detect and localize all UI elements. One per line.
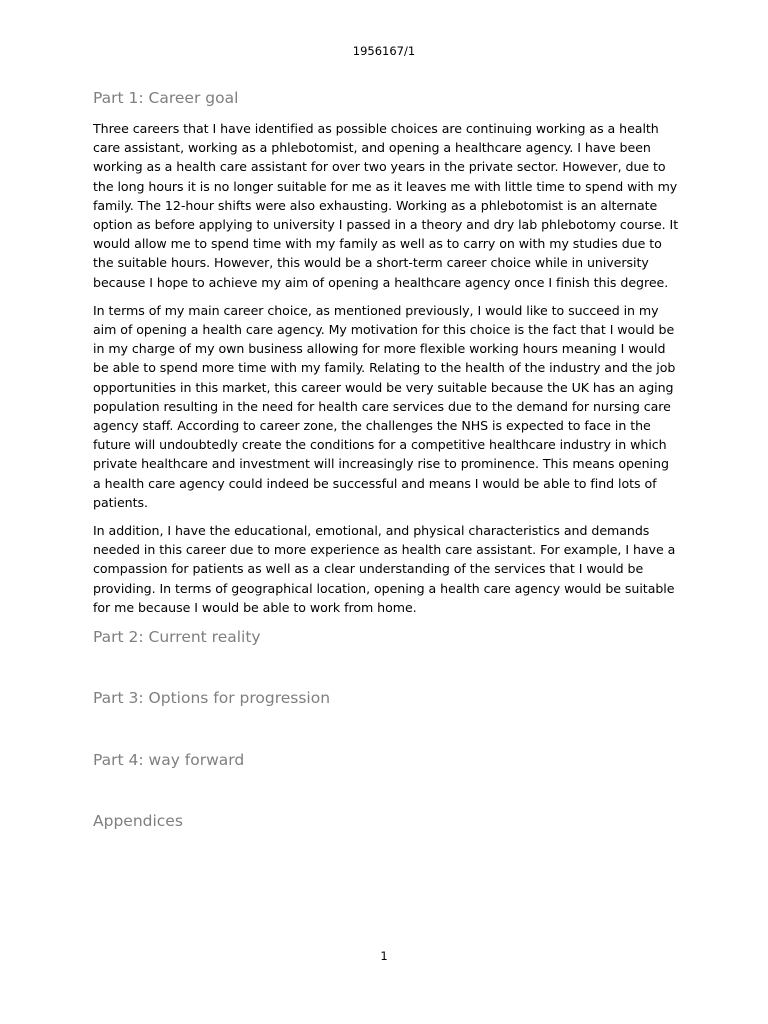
heading-part-3: Part 3: Options for progression: [93, 689, 331, 708]
paragraph-career-options: Three careers that I have identified as possible choices are continuing working as a health care assistant, working as a phlebotomist, and opening a healthcare agency. I have been working as a health care assistant for over two years in the private sector. However, due to the long hours it is no longer suitable for me as it leaves me with little time to spend with my family. The 12-hour shifts were also exhausting. Working as a phlebotomist is an alternate option as before applying to university I passed in a theory and dry lab phlebotomy course. It would allow me to spend time with my family as well as to carry on with my studies due to the suitable hours. However, this would be a short-term career choice while in university because I hope to achieve my aim of opening a healthcare agency once I finish this degree.: [93, 121, 679, 290]
document-body: [93, 87, 679, 832]
heading-part-1: Part 1: Career goal: [93, 89, 239, 107]
page-header-reference: 1956167/1: [352, 44, 416, 58]
paragraph-characteristics: In addition, I have the educational, emotional, and physical characteristics and demands needed in this career due to more experience as health care assistant. For example, I have a compassion for patients as well as a clear understanding of the services that I would be providing. In terms of geographical location, opening a health care agency would be suitable for me because I would be able to work from home.: [93, 523, 676, 615]
heading-part-2: Part 2: Current reality: [93, 628, 261, 647]
heading-appendices: Appendices: [93, 812, 183, 831]
paragraph-main-career-choice: In terms of my main career choice, as mentioned previously, I would like to succeed in my aim of opening a health care agency. My motivation for this choice is the fact that I would be in my charge of my own business allowing for more flexible working hours meaning I would be able to spend more time with my family. Relating to the health of the industry and the job opportunities in this market, this career would be very suitable because the UK has an aging population resulting in the need for health care services due to the demand for nursing care agency staff. According to career zone, the challenges the NHS is expected to face in the future will undoubtedly create the conditions for a competitive healthcare industry in which private healthcare and investment will increasingly rise to prominence. This means opening a health care agency could indeed be successful and means I would be able to find lots of patients.: [93, 302, 676, 510]
page-number: 1: [380, 949, 388, 963]
heading-part-4: Part 4: way forward: [93, 751, 245, 770]
